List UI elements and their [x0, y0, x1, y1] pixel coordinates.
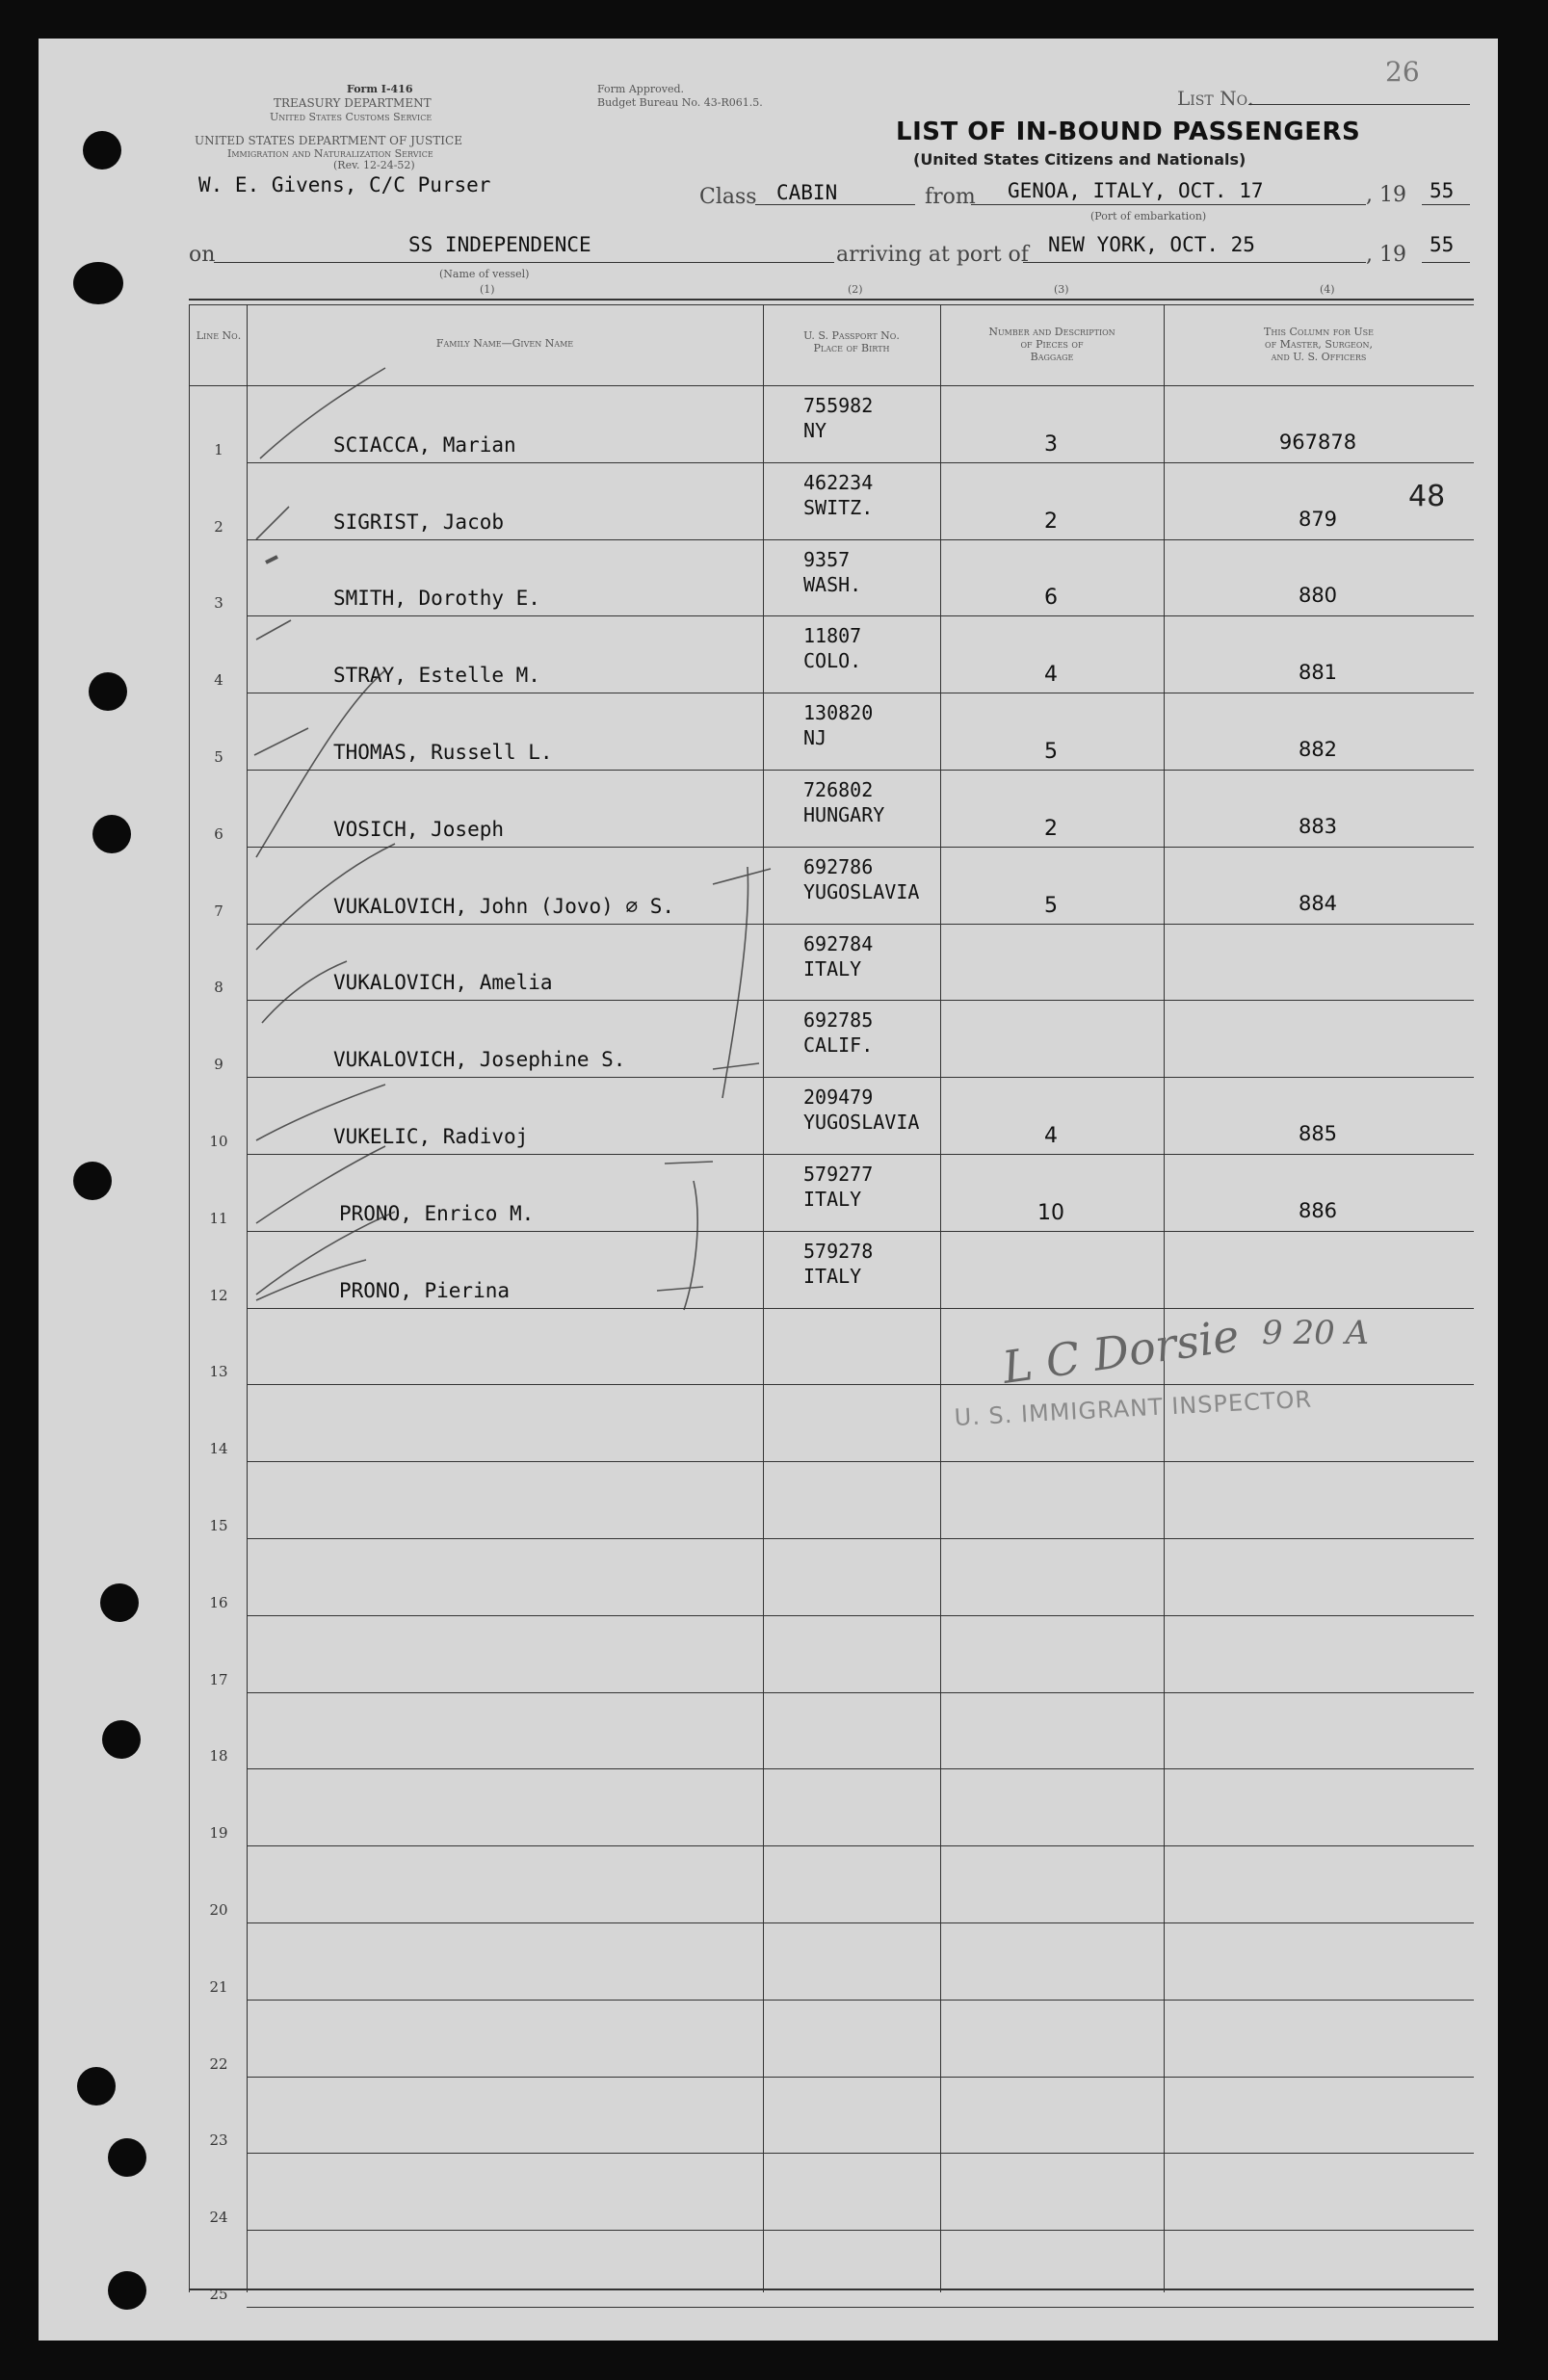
place-of-birth: YUGOSLAVIA	[803, 880, 920, 903]
header-officers-line: of Master, Surgeon,	[1265, 338, 1373, 351]
passport-number: 209479	[803, 1085, 874, 1109]
line-number: 21	[209, 1978, 228, 1996]
passenger-name: SIGRIST, Jacob	[333, 510, 505, 534]
revision: (Rev. 12-24-52)	[333, 159, 415, 171]
class-value: CABIN	[776, 181, 838, 204]
header-baggage-line: Number and Description	[988, 326, 1115, 338]
line-number: 5	[214, 748, 223, 766]
baggage-count: 5	[1044, 740, 1058, 764]
pen-mark	[266, 557, 277, 562]
baggage-count: 4	[1044, 663, 1058, 687]
checkmark-tick	[256, 1146, 385, 1223]
line-number: 11	[209, 1210, 228, 1227]
ins-service: Immigration and Naturalization Service	[227, 147, 433, 160]
treasury-dept: TREASURY DEPARTMENT	[274, 96, 432, 110]
port-caption: (Port of embarkation)	[1090, 210, 1207, 222]
bracket-mark	[713, 869, 771, 884]
customs-service: United States Customs Service	[270, 111, 433, 123]
place-of-birth: CALIF.	[803, 1033, 874, 1057]
line-number: 8	[214, 979, 223, 996]
line-number: 23	[209, 2132, 228, 2149]
passenger-name: PRONO, Pierina	[339, 1279, 511, 1302]
line-number: 1	[214, 441, 223, 458]
form-subtitle: (United States Citizens and Nationals)	[913, 150, 1246, 169]
passenger-name: PRONO, Enrico M.	[339, 1202, 535, 1225]
passport-number: 692785	[803, 1008, 874, 1032]
header-passport-line: U. S. Passport No.	[803, 329, 900, 342]
line-number: 9	[214, 1056, 223, 1073]
header-officers-line: This Column for Use	[1264, 326, 1374, 338]
passport-number: 579277	[803, 1163, 874, 1186]
passenger-name: VUKELIC, Radivoj	[333, 1125, 529, 1148]
page-number: 26	[1385, 56, 1420, 88]
year-prefix: , 19	[1366, 243, 1406, 267]
bracket-mark	[665, 1162, 713, 1164]
baggage-count: 2	[1044, 817, 1058, 841]
baggage-count: 4	[1044, 1124, 1058, 1148]
place-of-birth: ITALY	[803, 1265, 862, 1288]
checkmark-tick	[260, 368, 385, 458]
from-label: from	[925, 185, 976, 209]
line-number: 2	[214, 518, 223, 536]
line-number: 4	[214, 671, 223, 689]
line-number: 3	[214, 594, 223, 612]
checkmark-tick	[262, 961, 347, 1023]
arrival-year: 55	[1430, 233, 1455, 256]
on-label: on	[189, 243, 216, 267]
checkmark-tick	[256, 1260, 366, 1300]
passport-number: 692786	[803, 855, 874, 878]
place-of-birth: NY	[803, 419, 827, 442]
officer-number: 881	[1298, 661, 1338, 684]
checkmark-tick	[254, 728, 308, 755]
line-number: 6	[214, 825, 223, 843]
inspector-stamp: U. S. IMMIGRANT INSPECTOR	[954, 1385, 1313, 1431]
passenger-name: STRAY, Estelle M.	[333, 664, 540, 687]
officer-number: 883	[1298, 815, 1338, 838]
place-of-birth: ITALY	[803, 1188, 862, 1211]
baggage-count: 6	[1044, 586, 1058, 610]
line-number: 22	[209, 2055, 228, 2073]
arriving-label: arriving at port of	[836, 243, 1029, 267]
passport-number: 726802	[803, 778, 874, 801]
budget-bureau: Budget Bureau No. 43-R061.5.	[597, 96, 763, 109]
passport-number: 130820	[803, 701, 874, 724]
baggage-count: 5	[1044, 894, 1058, 918]
passenger-name: VUKALOVICH, John (Jovo) ∅ S.	[333, 895, 675, 918]
passenger-name: SMITH, Dorothy E.	[333, 587, 540, 610]
purser-name: W. E. Givens, C/C Purser	[198, 173, 491, 196]
vessel-name: SS INDEPENDENCE	[408, 233, 591, 256]
year-prefix: , 19	[1366, 183, 1406, 207]
passenger-name: VUKALOVICH, Josephine S.	[333, 1048, 626, 1071]
header-line-no: Line No.	[196, 329, 242, 342]
baggage-count: 10	[1037, 1201, 1064, 1225]
header-baggage-line: of Pieces of	[1020, 338, 1084, 351]
embarkation-port: GENOA, ITALY, OCT. 17	[1008, 179, 1264, 202]
header-baggage-line: Baggage	[1030, 351, 1074, 363]
line-number: 7	[214, 902, 223, 920]
col-index-3: (3)	[1054, 283, 1069, 296]
officer-number: 885	[1298, 1122, 1338, 1145]
col-index-1: (1)	[480, 283, 495, 296]
handwritten-marks	[39, 39, 1498, 2341]
line-number: 14	[209, 1440, 228, 1457]
line-number: 20	[209, 1901, 228, 1919]
officer-number: 879	[1298, 508, 1338, 531]
place-of-birth: WASH.	[803, 573, 862, 596]
place-of-birth: HUNGARY	[803, 803, 885, 826]
passenger-name: THOMAS, Russell L.	[333, 741, 553, 764]
place-of-birth: NJ	[803, 726, 827, 749]
place-of-birth: ITALY	[803, 957, 862, 981]
bracket-mark	[713, 1063, 759, 1069]
place-of-birth: SWITZ.	[803, 496, 874, 519]
justice-dept: UNITED STATES DEPARTMENT OF JUSTICE	[195, 134, 462, 147]
checkmark-tick	[256, 620, 291, 640]
vessel-caption: (Name of vessel)	[439, 268, 530, 280]
officer-number: 967878	[1278, 431, 1357, 454]
arrival-port: NEW YORK, OCT. 25	[1048, 233, 1255, 256]
form-number: Form I-416	[347, 83, 413, 95]
passport-number: 11807	[803, 624, 862, 647]
header-name: Family Name—Given Name	[435, 337, 574, 350]
bracket-mark	[684, 1181, 697, 1310]
header-birth-line: Place of Birth	[813, 342, 890, 354]
checkmark-tick	[256, 1212, 395, 1295]
officer-number: 882	[1298, 738, 1338, 761]
line-number: 12	[209, 1287, 228, 1304]
inspector-signature: L C Dorsie	[999, 1309, 1243, 1394]
checkmark-tick	[256, 1085, 385, 1140]
passenger-name: SCIACCA, Marian	[333, 433, 516, 457]
passport-number: 9357	[803, 548, 851, 571]
col-index-4: (4)	[1320, 283, 1335, 296]
form-title: LIST OF IN-BOUND PASSENGERS	[896, 118, 1361, 146]
baggage-count: 3	[1044, 432, 1058, 457]
margin-number: 48	[1408, 480, 1446, 513]
officer-number: 880	[1298, 584, 1338, 607]
bracket-mark	[657, 1287, 703, 1291]
line-number: 13	[209, 1363, 228, 1380]
line-number: 10	[209, 1133, 228, 1150]
passenger-name: VOSICH, Joseph	[333, 818, 505, 841]
checkmark-tick	[256, 844, 395, 950]
manifest-sheet	[39, 39, 1498, 2341]
passport-number: 462234	[803, 471, 874, 494]
col-index-2: (2)	[848, 283, 863, 296]
passenger-name: VUKALOVICH, Amelia	[333, 971, 553, 994]
passport-number: 579278	[803, 1240, 874, 1263]
checkmark-tick	[256, 670, 385, 857]
officer-number: 886	[1298, 1199, 1338, 1222]
officer-number: 884	[1298, 892, 1338, 915]
passport-number: 692784	[803, 932, 874, 955]
line-number: 17	[209, 1671, 228, 1688]
line-number: 15	[209, 1517, 228, 1534]
line-number: 16	[209, 1594, 228, 1611]
class-label: Class	[699, 185, 757, 209]
header-officers-line: and U. S. Officers	[1271, 351, 1367, 363]
signature-time: 9 20 A	[1262, 1314, 1370, 1352]
baggage-count: 2	[1044, 510, 1058, 534]
line-number: 25	[209, 2286, 228, 2303]
form-approved: Form Approved.	[597, 83, 685, 95]
embark-year: 55	[1430, 179, 1455, 202]
list-no-label: List No.	[1177, 87, 1254, 110]
line-number: 24	[209, 2209, 228, 2226]
place-of-birth: COLO.	[803, 649, 862, 672]
line-number: 18	[209, 1747, 228, 1765]
bracket-mark	[722, 867, 748, 1098]
place-of-birth: YUGOSLAVIA	[803, 1111, 920, 1134]
line-number: 19	[209, 1824, 228, 1842]
checkmark-tick	[256, 507, 289, 539]
passport-number: 755982	[803, 394, 874, 417]
